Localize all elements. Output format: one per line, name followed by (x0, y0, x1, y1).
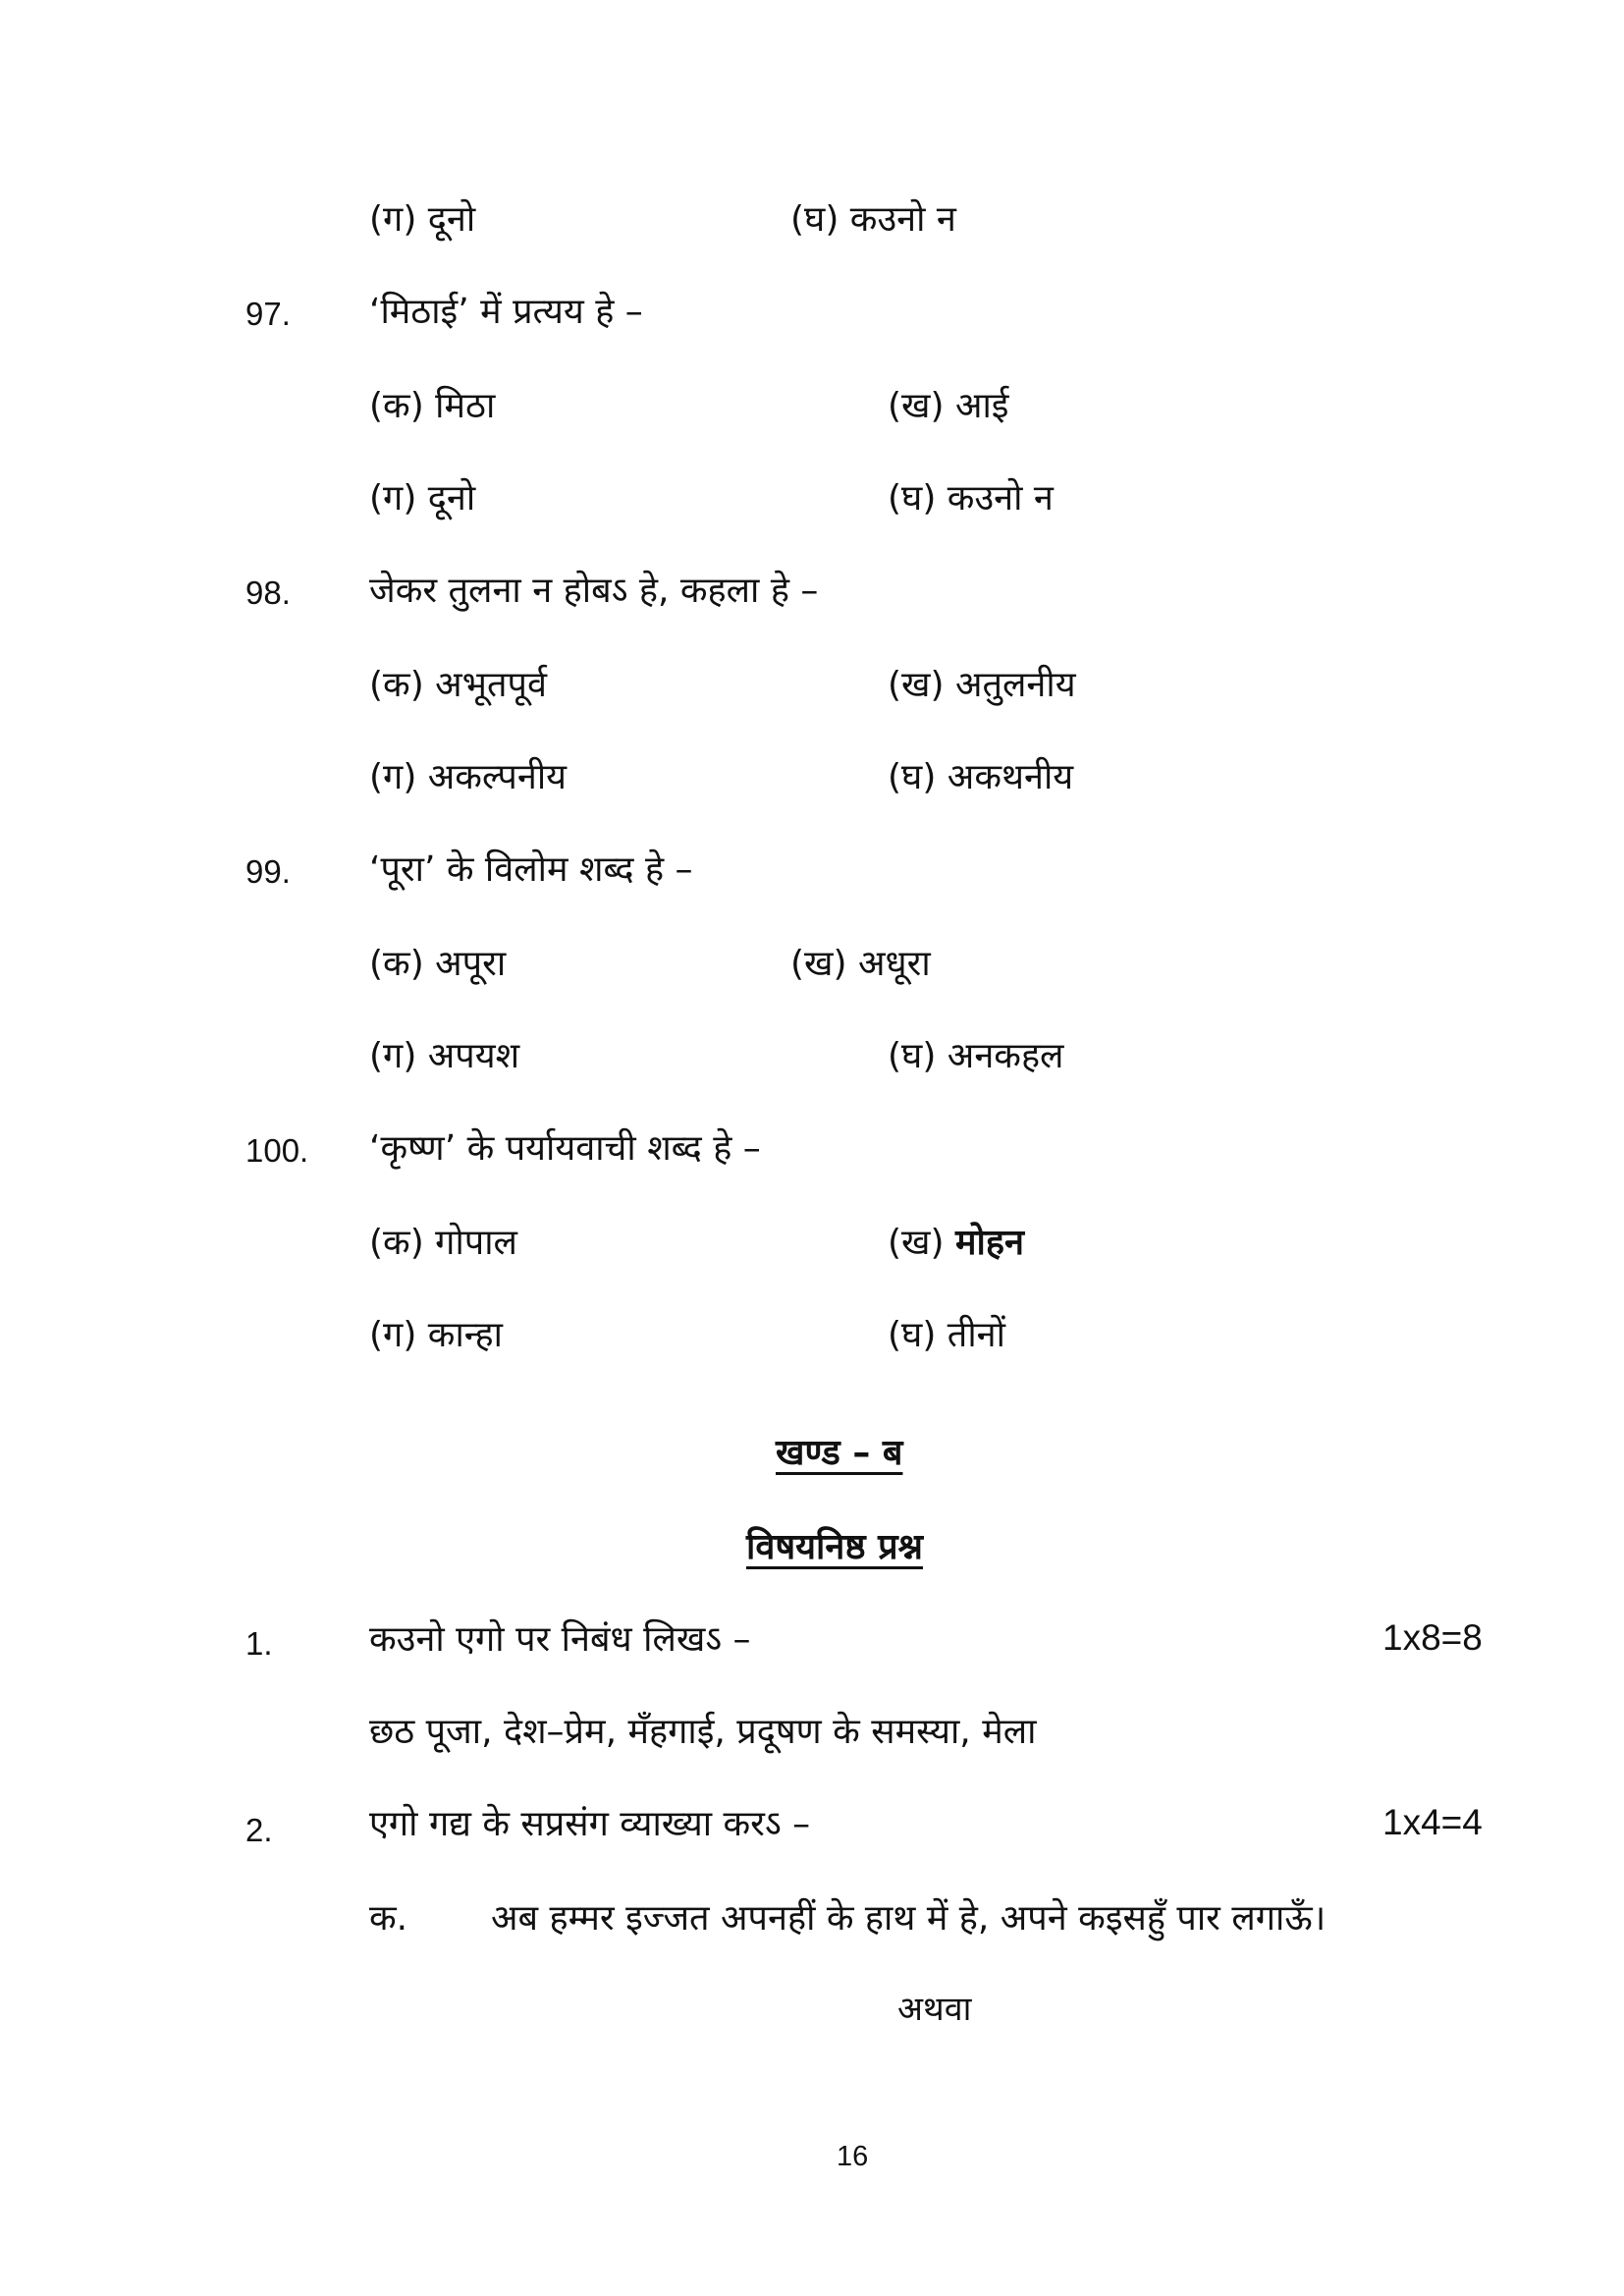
q97-option-gha: (घ) कउनो न (888, 478, 1054, 519)
q100-number: 100. (245, 1132, 309, 1169)
q98-option-ka: (क) अभूतपूर्व (369, 665, 547, 705)
q98-option-kha: (ख) अतुलनीय (888, 665, 1076, 705)
q100-option-ka: (क) गोपाल (369, 1223, 517, 1263)
q98-option-ga: (ग) अकल्पनीय (369, 757, 568, 797)
s2-item-text: अब हम्मर इज्जत अपनहीं के हाथ में हे, अपने कइसहुँ पार लगाऊँ। (491, 1898, 1326, 1939)
q100-option-kha-answer: मोहन (954, 1223, 1024, 1263)
q99-option-kha: (ख) अधूरा (790, 944, 931, 984)
q97-number: 97. (245, 296, 291, 332)
q100-option-ga: (ग) कान्हा (369, 1315, 503, 1355)
s1-text: कउनो एगो पर निबंध लिखऽ – (369, 1619, 751, 1660)
q99-option-ka: (क) अपूरा (369, 944, 507, 984)
s2-or: अथवा (897, 1990, 972, 2029)
q98-number: 98. (245, 574, 291, 611)
s1-marks: 1x8=8 (1382, 1617, 1483, 1658)
q99-text: ‘पूरा’ के विलोम शब्द हे – (369, 849, 693, 890)
q97-option-ga: (ग) दूनो (369, 478, 476, 519)
s1-number: 1. (245, 1625, 273, 1662)
q99-number: 99. (245, 853, 291, 890)
q100-option-kha (888, 1220, 1024, 1267)
q100-option-kha-prefix: (ख) (888, 1223, 955, 1263)
q98-text: जेकर तुलना न होबऽ हे, कहला हे – (369, 571, 819, 611)
q100-option-gha: (घ) तीनों (888, 1315, 1005, 1355)
q100-text: ‘कृष्ण’ के पर्यायवाची शब्द हे – (369, 1128, 761, 1169)
q96-option-ga: (ग) दूनो (369, 199, 476, 240)
q97-text: ‘मिठाई’ में प्रत्यय हे – (369, 292, 643, 332)
q99-option-gha: (घ) अनकहल (888, 1036, 1064, 1076)
s2-item-label: क. (369, 1898, 408, 1939)
q97-option-kha: (ख) आई (888, 386, 1009, 426)
s2-number: 2. (245, 1812, 273, 1848)
page-number: 16 (837, 2141, 869, 2172)
q96-option-gha: (घ) कउनो न (790, 199, 956, 240)
q98-option-gha: (घ) अकथनीय (888, 757, 1074, 797)
s2-marks: 1x4=4 (1382, 1802, 1483, 1842)
section-subtitle: विषयनिष्ठ प्रश्न (746, 1527, 924, 1567)
s1-topics: छठ पूजा, देश–प्रेम, मँहगाई, प्रदूषण के समस्या, मेला (369, 1712, 1037, 1752)
s2-text: एगो गद्य के सप्रसंग व्याख्या करऽ – (369, 1804, 811, 1844)
section-title: खण्ड – ब (776, 1433, 903, 1473)
q99-option-ga: (ग) अपयश (369, 1036, 520, 1076)
q97-option-ka: (क) मिठा (369, 386, 496, 426)
